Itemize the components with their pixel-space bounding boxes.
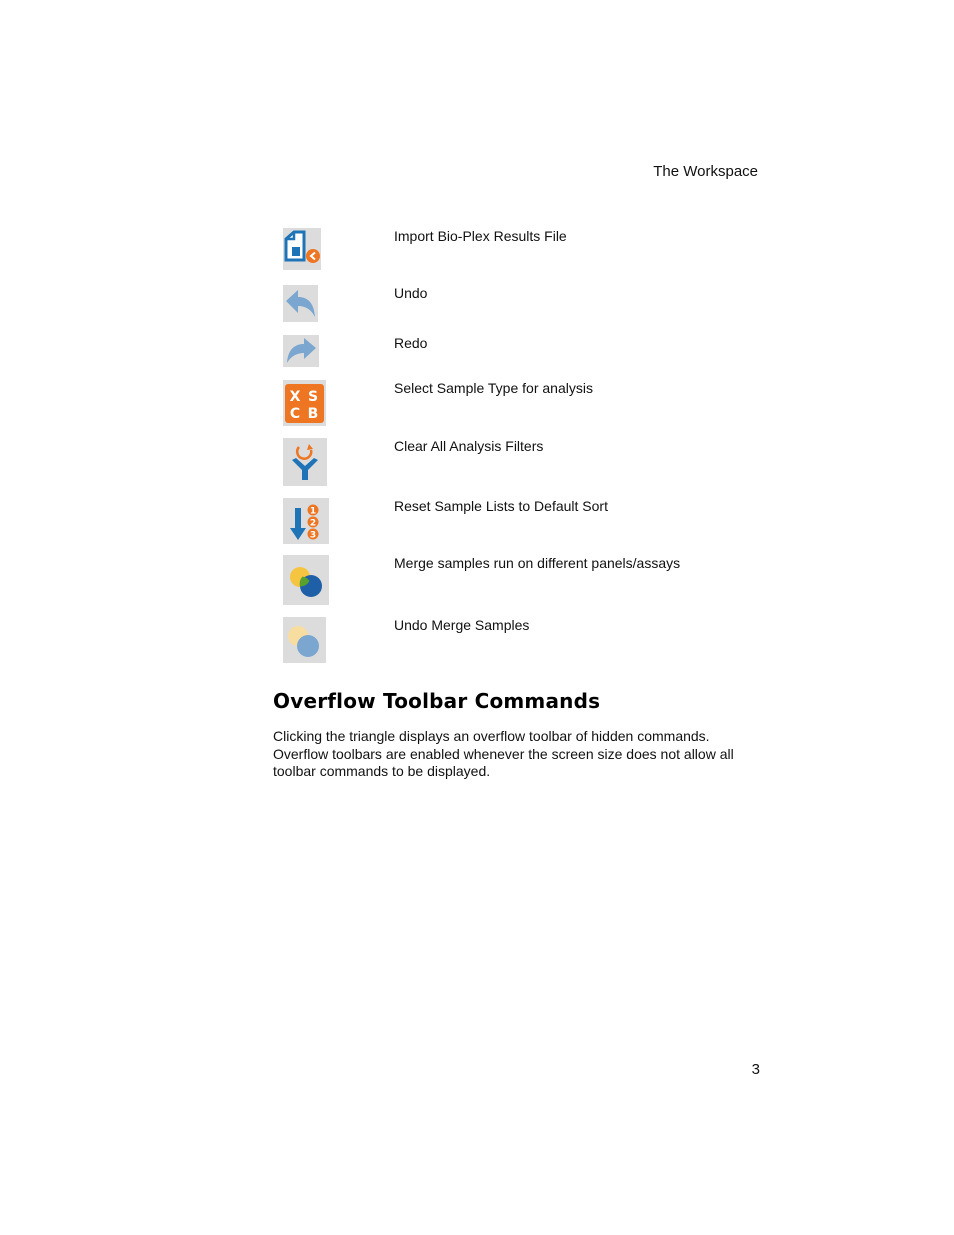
command-label: Select Sample Type for analysis	[394, 380, 593, 396]
sample-type-letter: B	[307, 406, 319, 422]
command-label: Merge samples run on different panels/assays	[394, 555, 681, 571]
sample-type-xscb-icon	[283, 380, 326, 426]
import-results-file-icon	[283, 228, 321, 270]
sort-digit: 1	[309, 506, 317, 517]
redo-arrow-icon	[283, 335, 319, 367]
section-body-text: Clicking the triangle displays an overflow toolbar of hidden commands. Overflow toolbars are enabled whenever the screen size does not allow all toolbar commands to be displayed.	[273, 728, 734, 779]
section-heading: Overflow Toolbar Commands	[273, 689, 601, 713]
clear-filters-funnel-icon	[283, 438, 327, 486]
sort-digit: 2	[309, 518, 317, 529]
sample-type-letter: S	[307, 389, 319, 405]
sort-digit: 3	[309, 530, 317, 541]
command-label: Undo Merge Samples	[394, 617, 530, 633]
running-header: The Workspace	[653, 163, 758, 180]
command-label: Reset Sample Lists to Default Sort	[394, 498, 608, 514]
merge-samples-icon	[283, 555, 329, 605]
command-label: Redo	[394, 335, 428, 351]
command-label: Import Bio-Plex Results File	[394, 228, 567, 244]
command-label: Clear All Analysis Filters	[394, 438, 544, 454]
command-label: Undo	[394, 285, 428, 301]
sample-type-letter: C	[289, 406, 301, 422]
undo-merge-samples-icon	[283, 617, 326, 663]
undo-arrow-icon	[283, 285, 318, 322]
page-number: 3	[751, 1061, 760, 1078]
default-sort-icon	[283, 498, 329, 544]
sample-type-letter: X	[289, 389, 301, 405]
